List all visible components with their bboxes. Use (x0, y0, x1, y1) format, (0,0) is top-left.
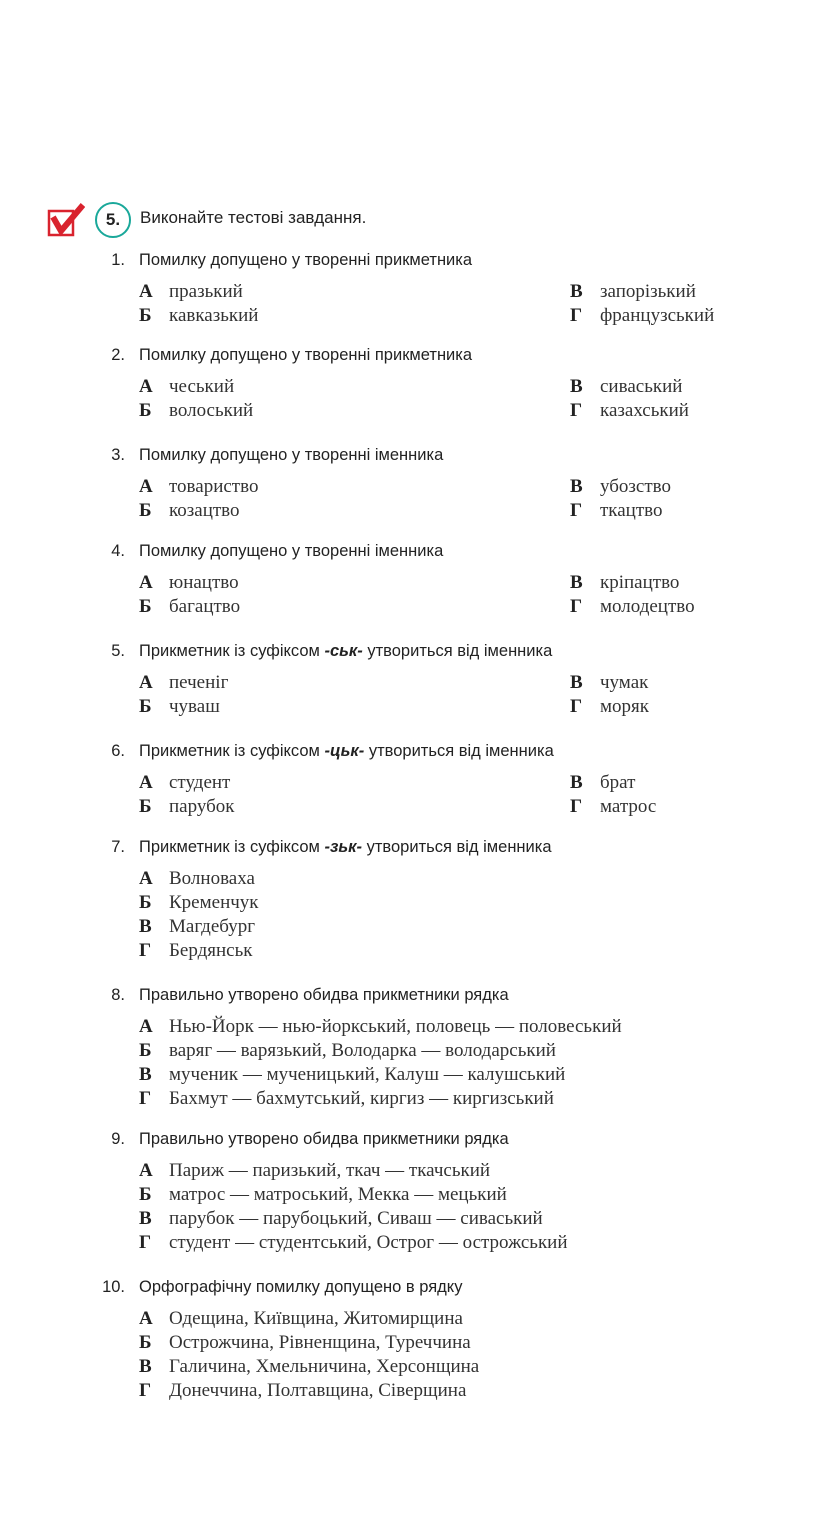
option-b[interactable] (139, 400, 253, 424)
option-b[interactable] (139, 696, 220, 720)
option-b[interactable] (139, 1332, 471, 1356)
task-number: 10. (102, 1278, 125, 1296)
task-number: 3. (111, 446, 125, 464)
option-letter: А (139, 1308, 153, 1329)
option-letter: В (570, 476, 583, 497)
task-text (139, 642, 552, 661)
option-text: французський (600, 305, 715, 326)
task-text (139, 838, 552, 857)
option-text: Бахмут — бахмутський, киргиз — киргизський (169, 1088, 554, 1109)
task-text (139, 742, 554, 761)
option-letter: Б (139, 1040, 152, 1061)
option-a[interactable] (139, 376, 234, 400)
option-text: парубок — парубоцький, Сиваш — сиваський (169, 1208, 543, 1229)
task-number: 5. (111, 642, 125, 660)
option-v[interactable] (570, 572, 679, 596)
option-text: молодецтво (600, 596, 695, 617)
option-letter: В (570, 376, 583, 397)
option-letter: А (139, 476, 153, 497)
option-letter: В (139, 1064, 152, 1085)
option-letter: Г (570, 305, 583, 326)
option-g[interactable] (570, 400, 689, 424)
option-b[interactable] (139, 305, 258, 329)
option-text: Париж — паризький, ткач — ткачський (169, 1160, 491, 1181)
task-text-pre: Прикметник із суфіксом (139, 742, 325, 760)
option-text: Одещина, Київщина, Житомирщина (169, 1308, 463, 1329)
option-text: Кременчук (169, 892, 259, 913)
suffix: -ськ- (324, 642, 363, 660)
option-text: празький (169, 281, 243, 302)
option-b[interactable] (139, 1184, 507, 1208)
option-text: волоський (169, 400, 254, 421)
option-text: убозство (600, 476, 671, 497)
option-letter: Б (139, 596, 152, 617)
task-9 (0, 1130, 813, 1253)
task-4 (0, 542, 813, 617)
task-text: Помилку допущено у творенні прикметника (139, 251, 473, 269)
option-a[interactable] (139, 281, 243, 305)
option-b[interactable] (139, 1040, 556, 1064)
option-text: ткацтво (600, 500, 663, 521)
option-text: моряк (600, 696, 649, 717)
option-text: чеський (169, 376, 235, 397)
option-b[interactable] (139, 796, 235, 820)
task-question (0, 642, 813, 664)
task-number: 8. (111, 986, 125, 1004)
option-b[interactable] (139, 596, 240, 620)
option-letter: Г (570, 500, 583, 521)
task-question (0, 1130, 813, 1152)
option-text: сиваський (600, 376, 683, 397)
option-b[interactable] (139, 500, 240, 524)
exercise-header (47, 198, 747, 242)
option-letter: Б (139, 400, 152, 421)
option-text: чумак (600, 672, 649, 693)
task-number: 9. (111, 1130, 125, 1148)
task-number: 2. (111, 346, 125, 364)
task-number: 4. (111, 542, 125, 560)
task-text: Орфографічну помилку допущено в рядку (139, 1278, 463, 1296)
option-a[interactable] (139, 476, 258, 500)
task-question (0, 251, 813, 273)
option-b[interactable] (139, 892, 259, 916)
option-text: матрос — матроський, Мекка — мецький (169, 1184, 507, 1205)
suffix: -цьк- (324, 742, 365, 760)
option-text: парубок (169, 796, 235, 817)
task-question (0, 986, 813, 1008)
option-letter: В (139, 1208, 152, 1229)
option-text: печеніг (169, 672, 229, 693)
option-text: студент (169, 772, 231, 793)
option-letter: В (570, 672, 583, 693)
option-v[interactable] (139, 1356, 479, 1380)
option-letter: В (139, 916, 152, 937)
option-text: Нью-Йорк — нью-йоркський, половець — половеський (169, 1016, 622, 1037)
task-10 (0, 1278, 813, 1401)
option-v[interactable] (570, 772, 635, 796)
option-v[interactable] (139, 1208, 543, 1232)
option-letter: Б (139, 500, 152, 521)
option-text: Волноваха (169, 868, 255, 889)
task-text: Правильно утворено обидва прикметники рядка (139, 986, 509, 1004)
option-letter: Г (139, 1232, 152, 1253)
option-letter: Б (139, 1332, 152, 1353)
option-v[interactable] (570, 476, 671, 500)
option-letter: А (139, 281, 153, 302)
option-letter: Г (139, 1088, 152, 1109)
option-v[interactable] (139, 916, 255, 940)
option-g[interactable] (139, 1380, 466, 1404)
option-letter: Б (139, 305, 152, 326)
option-g[interactable] (139, 940, 253, 964)
exercise-number: 5. (95, 202, 131, 238)
task-2 (0, 346, 813, 421)
task-question (0, 742, 813, 764)
option-letter: Г (570, 696, 583, 717)
task-text: Помилку допущено у творенні прикметника (139, 346, 473, 364)
option-text: студент — студентський, Острог — острожський (169, 1232, 568, 1253)
option-letter: Г (139, 940, 152, 961)
option-v[interactable] (570, 672, 648, 696)
option-text: варяг — варязький, Володарка — володарський (169, 1040, 556, 1061)
option-text: мученик — мученицький, Калуш — калушський (169, 1064, 566, 1085)
option-letter: В (139, 1356, 152, 1377)
option-text: юнацтво (169, 572, 239, 593)
option-a[interactable] (139, 1160, 490, 1184)
task-text-post: утвориться від іменника (362, 838, 552, 856)
option-letter: В (570, 281, 583, 302)
option-g[interactable] (139, 1088, 554, 1112)
option-letter: Г (570, 400, 583, 421)
option-text: багацтво (169, 596, 241, 617)
option-letter: А (139, 772, 153, 793)
option-letter: В (570, 772, 583, 793)
option-text: Бердянськ (169, 940, 253, 961)
task-number: 1. (111, 251, 125, 269)
option-text: брат (600, 772, 636, 793)
option-a[interactable] (139, 672, 228, 696)
task-3 (0, 446, 813, 521)
option-a[interactable] (139, 1308, 463, 1332)
task-7 (0, 838, 813, 961)
option-g[interactable] (570, 500, 663, 524)
option-a[interactable] (139, 772, 230, 796)
option-letter: Б (139, 796, 152, 817)
option-letter: А (139, 672, 153, 693)
option-v[interactable] (570, 281, 696, 305)
option-text: запорізький (600, 281, 696, 302)
task-text-pre: Прикметник із суфіксом (139, 838, 325, 856)
task-6 (0, 742, 813, 817)
option-g[interactable] (570, 696, 649, 720)
option-g[interactable] (570, 305, 714, 329)
option-text: матрос (600, 796, 657, 817)
suffix: -зьк- (324, 838, 363, 856)
task-5 (0, 642, 813, 717)
task-text: Правильно утворено обидва прикметники рядка (139, 1130, 509, 1148)
option-text: кріпацтво (600, 572, 680, 593)
option-letter: В (570, 572, 583, 593)
option-g[interactable] (139, 1232, 568, 1256)
option-letter: А (139, 1160, 153, 1181)
option-letter: А (139, 376, 153, 397)
option-g[interactable] (570, 596, 695, 620)
option-text: товариство (169, 476, 259, 497)
task-8 (0, 986, 813, 1109)
option-v[interactable] (570, 376, 682, 400)
option-text: кавказький (169, 305, 259, 326)
task-question (0, 446, 813, 468)
option-a[interactable] (139, 572, 239, 596)
option-letter: А (139, 1016, 153, 1037)
option-v[interactable] (139, 1064, 565, 1088)
option-letter: Г (570, 796, 583, 817)
checkmark-icon (47, 203, 85, 237)
task-number: 7. (111, 838, 125, 856)
option-letter: А (139, 868, 153, 889)
option-text: Галичина, Хмельничина, Херсонщина (169, 1356, 480, 1377)
option-letter: Г (139, 1380, 152, 1401)
task-text-pre: Прикметник із суфіксом (139, 642, 325, 660)
option-text: казахський (600, 400, 689, 421)
task-1 (0, 251, 813, 326)
option-text: козацтво (169, 500, 240, 521)
option-text: Острожчина, Рівненщина, Туреччина (169, 1332, 471, 1353)
option-letter: А (139, 572, 153, 593)
task-question (0, 346, 813, 368)
task-text: Помилку допущено у творенні іменника (139, 446, 444, 464)
option-g[interactable] (570, 796, 656, 820)
task-number: 6. (111, 742, 125, 760)
task-question (0, 542, 813, 564)
option-letter: Г (570, 596, 583, 617)
option-letter: Б (139, 696, 152, 717)
option-text: Донеччина, Полтавщина, Сіверщина (169, 1380, 467, 1401)
task-question (0, 838, 813, 860)
task-question (0, 1278, 813, 1300)
option-letter: Б (139, 1184, 152, 1205)
option-text: Магдебург (169, 916, 256, 937)
task-text-post: утвориться від іменника (362, 642, 553, 660)
task-text-post: утвориться від іменника (364, 742, 554, 760)
option-text: чуваш (169, 696, 220, 717)
exercise-title: Виконайте тестові завдання. (140, 208, 367, 227)
option-a[interactable] (139, 868, 255, 892)
option-letter: Б (139, 892, 152, 913)
option-a[interactable] (139, 1016, 622, 1040)
task-text: Помилку допущено у творенні іменника (139, 542, 444, 560)
